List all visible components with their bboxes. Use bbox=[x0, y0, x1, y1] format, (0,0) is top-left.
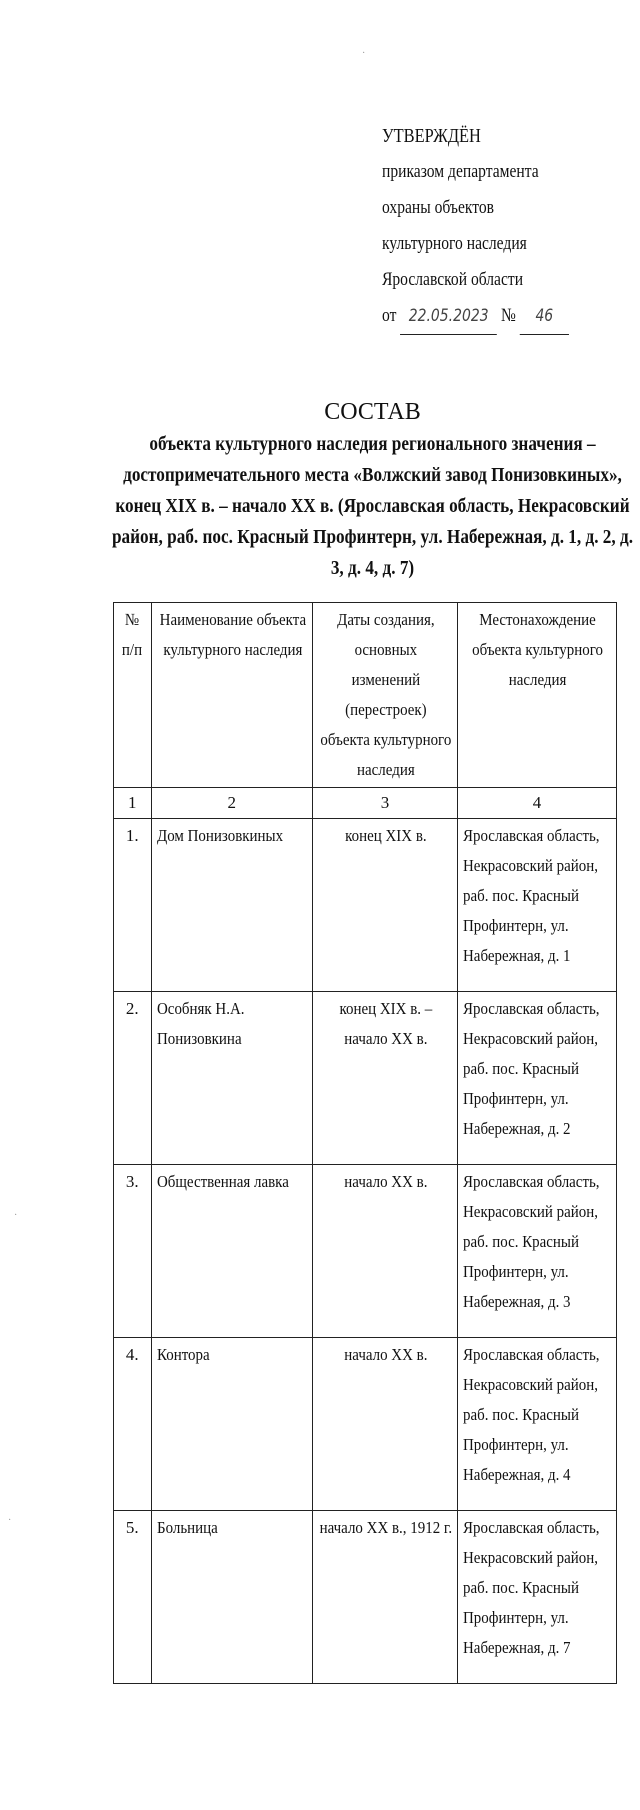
object-location: Ярославская область, Некрасовский район, раб. пос. Красный Профинтерн, ул. Набережная, д. 2 bbox=[458, 992, 617, 1165]
date-prefix: от bbox=[382, 305, 397, 326]
column-number: 3 bbox=[312, 788, 457, 819]
object-date: начало XX в. bbox=[312, 1165, 457, 1338]
approval-line: Ярославской области bbox=[382, 269, 524, 290]
object-name: Контора bbox=[151, 1338, 312, 1511]
object-name: Особняк Н.А. Понизовкина bbox=[151, 992, 312, 1165]
order-date-number-line bbox=[382, 298, 569, 335]
object-date: начало XX в. bbox=[312, 1338, 457, 1511]
number-prefix: № bbox=[500, 305, 516, 326]
approval-block bbox=[382, 118, 569, 335]
object-location: Ярославская область, Некрасовский район, раб. пос. Красный Профинтерн, ул. Набережная, д. 4 bbox=[458, 1338, 617, 1511]
document-title-block bbox=[100, 395, 640, 584]
row-number: 2. bbox=[114, 992, 152, 1165]
handwritten-number: 46 bbox=[520, 298, 569, 335]
object-location: Ярославская область, Некрасовский район, раб. пос. Красный Профинтерн, ул. Набережная, д. 1 bbox=[458, 819, 617, 992]
header-name: Наименование объекта культурного наследия bbox=[151, 603, 312, 788]
table-row bbox=[114, 1165, 617, 1338]
document-title: СОСТАВ bbox=[324, 399, 421, 425]
object-name: Общественная лавка bbox=[151, 1165, 312, 1338]
table-row bbox=[114, 1338, 617, 1511]
heritage-composition-table bbox=[113, 602, 617, 1684]
column-number: 4 bbox=[458, 788, 617, 819]
row-number: 1. bbox=[114, 819, 152, 992]
column-number: 2 bbox=[151, 788, 312, 819]
header-location: Местонахождение объекта культурного наследия bbox=[458, 603, 617, 788]
approval-heading: УТВЕРЖДЁН bbox=[382, 125, 481, 147]
scan-speck: · bbox=[362, 48, 366, 59]
approval-line: охраны объектов bbox=[382, 197, 495, 218]
column-number: 1 bbox=[114, 788, 152, 819]
table-row bbox=[114, 992, 617, 1165]
object-name: Дом Понизовкиных bbox=[151, 819, 312, 992]
object-name: Больница bbox=[151, 1511, 312, 1684]
object-location: Ярославская область, Некрасовский район, раб. пос. Красный Профинтерн, ул. Набережная, д. 7 bbox=[458, 1511, 617, 1684]
document-subtitle: объекта культурного наследия регионального значения – достопримечательного места «Волжский завод Понизовкиных», конец XIX в. – начало XX в. (Ярославская область, Некрасовский район, раб. пос. Красный Профинтерн, ул. Набережная, д. 1, д. 2, д. 3, д. 4, д. 7) bbox=[111, 433, 634, 579]
object-date: конец XIX в. bbox=[312, 819, 457, 992]
table-row bbox=[114, 819, 617, 992]
scan-speck: · bbox=[8, 1515, 12, 1526]
table-header-row bbox=[114, 603, 617, 788]
object-date: конец XIX в. – начало XX в. bbox=[312, 992, 457, 1165]
header-dates: Даты создания, основных изменений (перестроек) объекта культурного наследия bbox=[312, 603, 457, 788]
approval-line: приказом департамента bbox=[382, 161, 539, 182]
approval-line: культурного наследия bbox=[382, 233, 527, 254]
row-number: 4. bbox=[114, 1338, 152, 1511]
column-number-row bbox=[114, 788, 617, 819]
row-number: 5. bbox=[114, 1511, 152, 1684]
header-number: № п/п bbox=[114, 603, 152, 788]
object-date: начало XX в., 1912 г. bbox=[312, 1511, 457, 1684]
scan-speck: · bbox=[14, 1210, 18, 1221]
table-row bbox=[114, 1511, 617, 1684]
object-location: Ярославская область, Некрасовский район, раб. пос. Красный Профинтерн, ул. Набережная, д. 3 bbox=[458, 1165, 617, 1338]
row-number: 3. bbox=[114, 1165, 152, 1338]
handwritten-date: 22.05.2023 bbox=[400, 298, 497, 335]
